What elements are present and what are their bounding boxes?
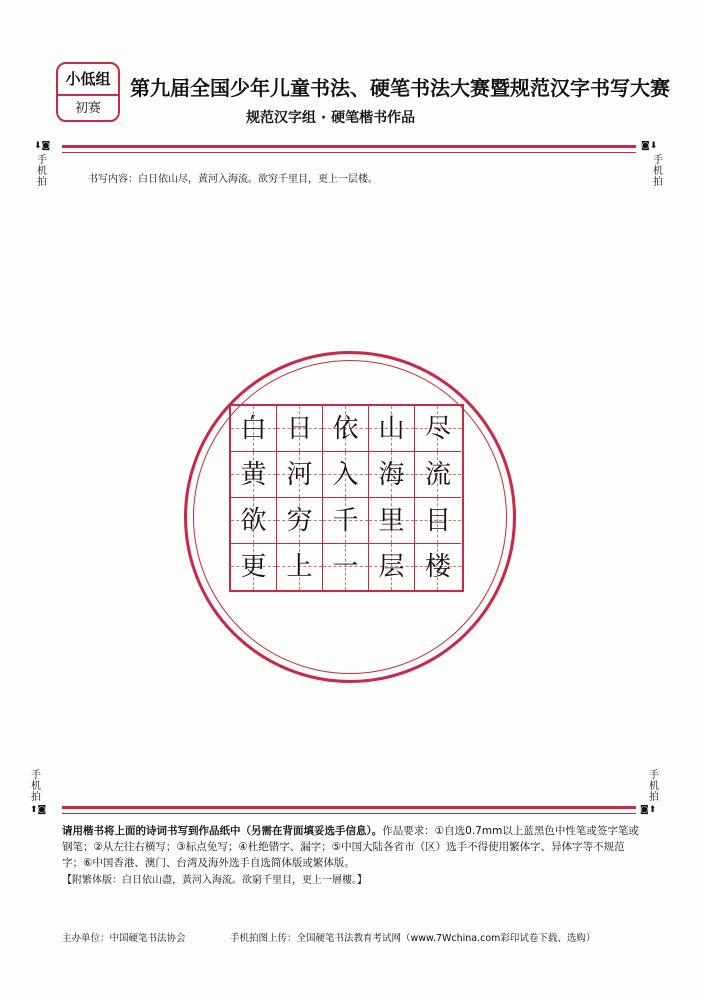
grid-character: 千 xyxy=(332,506,359,536)
grid-character: 白 xyxy=(240,414,267,444)
side-char: 手 xyxy=(653,155,663,166)
grid-cell xyxy=(231,406,277,452)
grid-character: 里 xyxy=(378,506,405,536)
grid-cell xyxy=(369,498,415,544)
requirements xyxy=(62,823,644,871)
badge-group-label: 小低组 xyxy=(58,64,118,96)
side-label-bottom-left xyxy=(30,770,42,803)
side-char: 拍 xyxy=(37,177,47,188)
grid-cell xyxy=(323,498,369,544)
grid-character: 欲 xyxy=(240,506,267,536)
bottom-divider xyxy=(62,806,636,814)
side-char: 拍 xyxy=(649,792,659,803)
camera-icon: ◙⬇ xyxy=(641,141,658,151)
grid-cell xyxy=(277,452,323,498)
camera-icon: ⬇◙ xyxy=(34,141,51,151)
grid-cell xyxy=(323,406,369,452)
organizer: 主办单位：中国硬笔书法协会 xyxy=(62,933,186,944)
grid-character: 入 xyxy=(332,460,359,490)
grid-cell xyxy=(415,498,461,544)
writing-content: 书写内容：白日依山尽，黄河入海流。欲穷千里目，更上一层楼。 xyxy=(88,174,378,185)
grid-cell xyxy=(277,498,323,544)
grid-character: 山 xyxy=(378,414,405,444)
grid-cell xyxy=(369,452,415,498)
grid-cell xyxy=(415,406,461,452)
grid-character: 依 xyxy=(332,414,359,444)
camera-icon: ◙⬆ xyxy=(640,805,657,815)
upload-info: 手机拍图上传：全国硬笔书法教育考试网（www.7Wchina.com彩印试卷下载、选购） xyxy=(230,933,596,944)
grid-cell xyxy=(277,406,323,452)
top-divider xyxy=(62,145,636,153)
traditional-version-note: 【附繁体版：白日依山盡，黃河入海流。欲窮千里目，更上一層樓。】 xyxy=(62,875,367,886)
grid-character: 目 xyxy=(424,506,451,536)
side-char: 手 xyxy=(649,770,659,781)
page-title: 第九届全国少年儿童书法、硬笔书法大赛暨规范汉字书写大赛 xyxy=(130,76,670,100)
grid-cell xyxy=(415,544,461,590)
side-char: 机 xyxy=(653,166,663,177)
grid-cell xyxy=(369,544,415,590)
grid-character: 穷 xyxy=(286,506,313,536)
grid-cell xyxy=(231,452,277,498)
grid-cell xyxy=(415,452,461,498)
group-badge xyxy=(56,62,120,122)
page-subtitle: 规范汉字组 · 硬笔楷书作品 xyxy=(246,110,416,126)
side-label-top-right xyxy=(652,155,664,188)
grid-character: 上 xyxy=(286,552,313,582)
practice-grid xyxy=(229,404,464,592)
grid-cell xyxy=(323,544,369,590)
side-char: 机 xyxy=(31,781,41,792)
grid-cell xyxy=(277,544,323,590)
grid-character: 黄 xyxy=(240,460,267,490)
grid-character: 尽 xyxy=(424,414,451,444)
grid-character: 海 xyxy=(378,460,405,490)
grid-cell xyxy=(369,406,415,452)
grid-character: 流 xyxy=(424,460,451,490)
grid-character: 层 xyxy=(378,552,405,582)
side-char: 手 xyxy=(37,155,47,166)
side-label-top-left xyxy=(36,155,48,188)
grid-character: 一 xyxy=(332,552,359,582)
camera-icon: ⬆◙ xyxy=(30,805,47,815)
side-char: 拍 xyxy=(653,177,663,188)
grid-character: 更 xyxy=(240,552,267,582)
side-char: 机 xyxy=(649,781,659,792)
grid-cell xyxy=(231,498,277,544)
badge-round-label: 初赛 xyxy=(74,101,101,116)
side-char: 手 xyxy=(31,770,41,781)
side-label-bottom-right xyxy=(648,770,660,803)
side-char: 拍 xyxy=(31,792,41,803)
requirements-body: 作品要求：①自选0.7mm以上蓝黑色中性笔或签字笔或钢笔；②从左往右横写；③标点免写；④杜绝错字、漏字；⑤中国大陆各省市（区）选手不得使用繁体字、异体字等不规范字；⑥中国香港、澳门、台湾及海外选手自选简体版或繁体版。 xyxy=(62,825,639,869)
grid-character: 日 xyxy=(286,414,313,444)
grid-character: 河 xyxy=(286,460,313,490)
grid-cell xyxy=(231,544,277,590)
requirements-lead: 请用楷书将上面的诗词书写到作品纸中（另需在背面填妥选手信息）。 xyxy=(62,825,383,837)
grid-cell xyxy=(323,452,369,498)
side-char: 机 xyxy=(37,166,47,177)
grid-character: 楼 xyxy=(424,552,451,582)
